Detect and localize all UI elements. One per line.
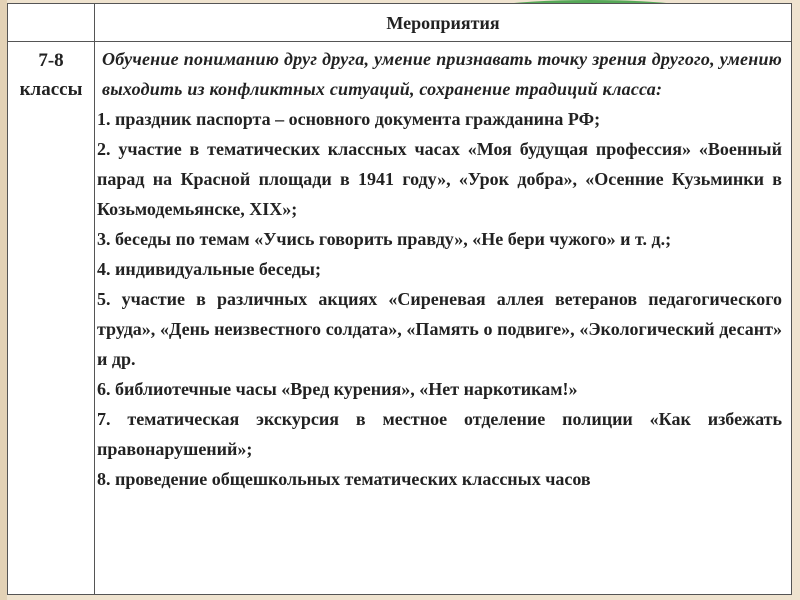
header-title: Мероприятия — [95, 4, 792, 42]
list-item — [97, 134, 782, 224]
list-item — [97, 404, 782, 464]
activities-list — [97, 104, 782, 494]
header-empty-cell — [8, 4, 95, 42]
list-item-text: беседы по темам «Учись говорить правду», «Не бери чужого» и т. д.; — [110, 229, 672, 249]
activities-table — [7, 3, 792, 595]
list-item-number: 2. — [97, 139, 111, 159]
list-item-number: 6. — [97, 379, 111, 399]
list-item — [97, 284, 782, 374]
content-cell — [95, 42, 792, 595]
list-item-text: библиотечные часы «Вред курения», «Нет наркотикам!» — [110, 379, 578, 399]
list-item-number: 5. — [97, 289, 111, 309]
list-item-text: тематическая экскурсия в местное отделение полиции «Как избежать правонарушений»; — [97, 409, 782, 459]
list-item-text: праздник паспорта – основного документа гражданина РФ; — [110, 109, 601, 129]
table-row — [8, 42, 792, 595]
grade-label: 7-8 классы — [19, 50, 83, 100]
list-item — [97, 104, 782, 134]
list-item-text: индивидуальные беседы; — [110, 259, 321, 279]
list-item-text: участие в различных акциях «Сиреневая аллея ветеранов педагогического труда», «День неизвестного солдата», «Память о подвиге», «Экологический десант» и др. — [97, 289, 782, 369]
list-item — [97, 464, 782, 494]
table-header-row — [8, 4, 792, 42]
list-item — [97, 254, 782, 284]
grade-cell — [8, 42, 95, 595]
list-item-number: 7. — [97, 409, 111, 429]
intro-text: Обучение пониманию друг друга, умение признавать точку зрения другого, умению выходить из конфликтных ситуаций, сохранение традиций класса: — [102, 49, 782, 99]
list-item-number: 1. — [97, 109, 111, 129]
list-item-text: участие в тематических классных часах «Моя будущая профессия» «Военный парад на Красной площади в 1941 году», «Урок добра», «Осенние Кузьминки в Козьмодемьянске, XIX»; — [97, 139, 782, 219]
list-item-text: проведение общешкольных тематических классных часов — [110, 469, 591, 489]
list-item — [97, 374, 782, 404]
list-item — [97, 224, 782, 254]
list-item-number: 3. — [97, 229, 111, 249]
list-item-number: 4. — [97, 259, 111, 279]
background-stripe-left — [0, 0, 7, 600]
list-item-number: 8. — [97, 469, 111, 489]
